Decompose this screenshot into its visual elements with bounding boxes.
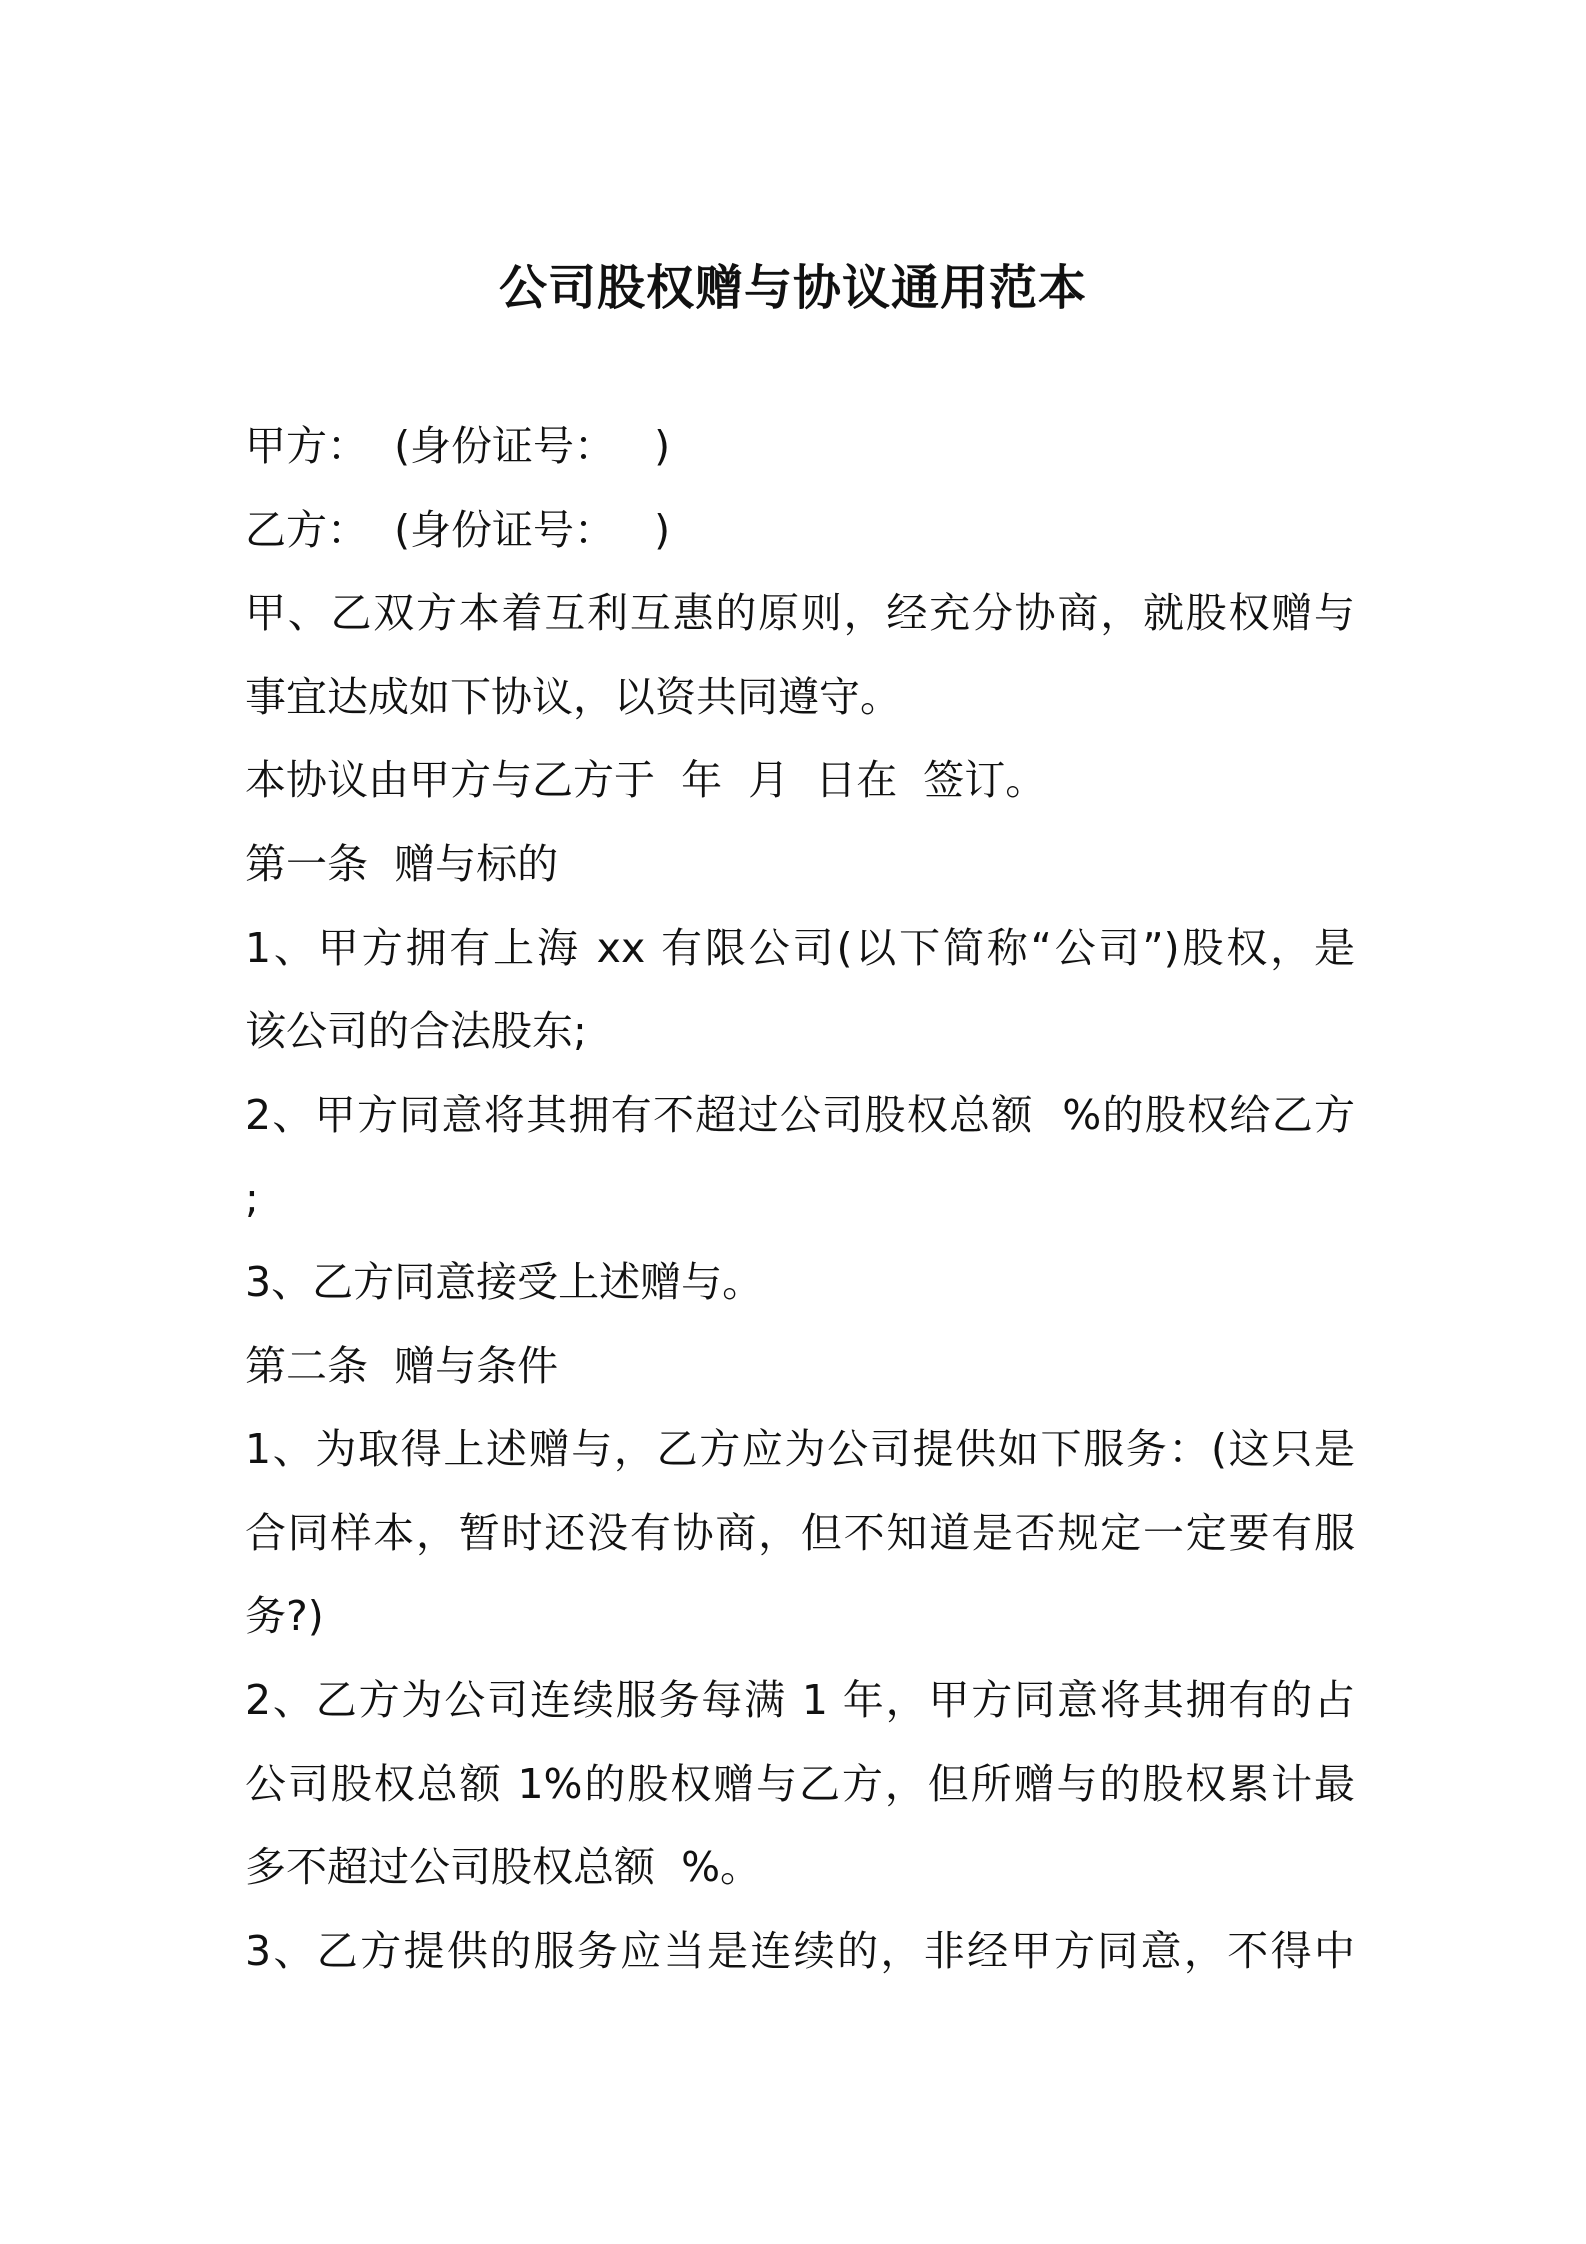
article-2-heading: 第二条 赠与条件 (245, 1341, 559, 1390)
signing-date-line: 本协议由甲方与乙方于 年 月 日在 签订。 (245, 756, 1047, 805)
body-line: 该公司的合法股东; (245, 1007, 587, 1056)
body-line: 公司股权总额 1%的股权赠与乙方，但所赠与的股权累计最 (245, 1759, 1355, 1808)
article-1-heading: 第一条 赠与标的 (245, 839, 559, 888)
body-line: ; (245, 1174, 259, 1223)
body-line: 务?) (245, 1592, 324, 1641)
body-line: 多不超过公司股权总额 %。 (245, 1843, 762, 1892)
body-line: 1、甲方拥有上海 xx 有限公司(以下简称“公司”)股权，是 (245, 923, 1355, 972)
body-line: 1、为取得上述赠与，乙方应为公司提供如下服务：(这只是 (245, 1425, 1355, 1474)
document-body (245, 405, 1355, 1993)
body-line: 合同样本，暂时还没有协商，但不知道是否规定一定要有服 (245, 1508, 1355, 1557)
body-line: 3、乙方提供的服务应当是连续的，非经甲方同意，不得中 (245, 1926, 1355, 1975)
document-title: 公司股权赠与协议通用范本 (498, 260, 1087, 316)
body-line: 事宜达成如下协议，以资共同遵守。 (245, 672, 901, 721)
body-line: 2、甲方同意将其拥有不超过公司股权总额 %的股权给乙方 (245, 1090, 1355, 1139)
body-line: 甲、乙双方本着互利互惠的原则，经充分协商，就股权赠与 (245, 589, 1355, 638)
party-b-line: 乙方： (身份证号： ) (245, 505, 671, 554)
party-a-line: 甲方： (身份证号： ) (245, 422, 671, 470)
body-line: 2、乙方为公司连续服务每满 1 年，甲方同意将其拥有的占 (245, 1675, 1355, 1724)
body-line: 3、乙方同意接受上述赠与。 (245, 1257, 764, 1306)
